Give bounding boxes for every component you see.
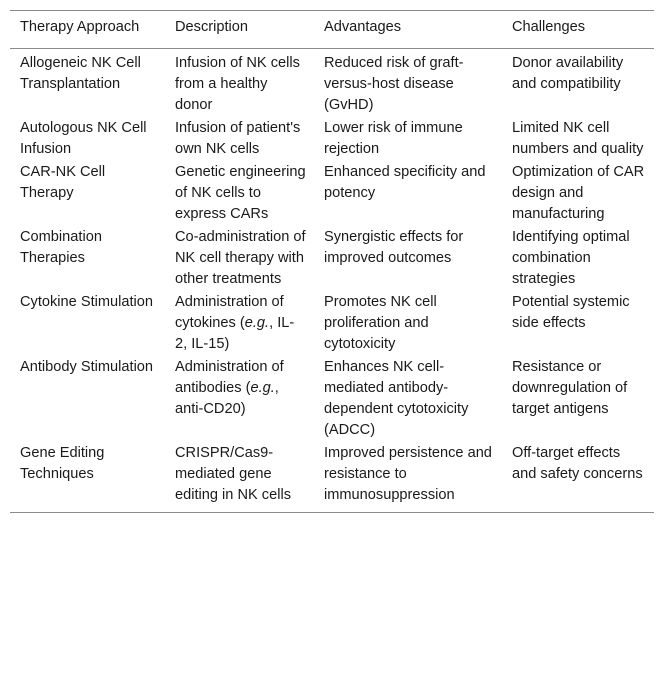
- cell-approach: CAR-NK Cell Therapy: [20, 164, 106, 201]
- cell-approach: Antibody Stimulation: [20, 359, 154, 375]
- description-text: , IL-2, IL-15): [175, 315, 295, 352]
- header-advantages: Advantages: [324, 19, 402, 35]
- description-italic: e.g.: [244, 315, 270, 331]
- cell-approach: Autologous NK Cell Infusion: [20, 120, 147, 157]
- cell-advantages: Enhanced specificity and potency: [324, 164, 486, 201]
- description-text: , anti-CD20): [175, 380, 279, 417]
- cell-description: [165, 292, 314, 357]
- table-row: [10, 49, 654, 119]
- cell-advantages: Promotes NK cell proliferation and cytotoxicity: [324, 294, 437, 352]
- cell-description: Co-administration of NK cell therapy with other treatments: [175, 229, 306, 287]
- table-body: [10, 49, 654, 513]
- cell-advantages: Reduced risk of graft-versus-host disease (GvHD): [324, 55, 464, 113]
- cell-advantages: Lower risk of immune rejection: [324, 120, 463, 157]
- header-description: Description: [175, 19, 248, 35]
- description-italic: e.g.: [250, 380, 275, 396]
- cell-challenges: Potential systemic side effects: [512, 294, 630, 331]
- cell-description: Infusion of NK cells from a healthy donor: [175, 55, 300, 113]
- cell-approach: Allogeneic NK Cell Transplantation: [20, 55, 141, 92]
- table-row: [10, 443, 654, 513]
- header-challenges: Challenges: [512, 19, 586, 35]
- cell-advantages: Improved persistence and resistance to immunosuppression: [324, 445, 492, 503]
- therapy-table: [10, 10, 654, 513]
- cell-approach: Combination Therapies: [20, 229, 102, 266]
- cell-challenges: Donor availability and compatibility: [512, 55, 624, 92]
- therapy-table-container: [10, 10, 654, 513]
- cell-challenges: Identifying optimal combination strategies: [512, 229, 630, 287]
- cell-description: CRISPR/Cas9-mediated gene editing in NK cells: [175, 445, 291, 503]
- cell-approach: Cytokine Stimulation: [20, 294, 154, 310]
- table-row: [10, 118, 654, 162]
- cell-challenges: Resistance or downregulation of target antigens: [512, 359, 628, 417]
- cell-challenges: Off-target effects and safety concerns: [512, 445, 643, 482]
- cell-advantages: Synergistic effects for improved outcomes: [324, 229, 464, 266]
- header-row: [10, 11, 654, 49]
- cell-description: [165, 357, 314, 443]
- header-therapy-approach: Therapy Approach: [20, 19, 140, 35]
- cell-description: Infusion of patient's own NK cells: [175, 120, 301, 157]
- table-row: [10, 292, 654, 357]
- cell-approach: Gene Editing Techniques: [20, 445, 105, 482]
- table-row: [10, 227, 654, 292]
- cell-challenges: Limited NK cell numbers and quality: [512, 120, 644, 157]
- description-text: Administration of antibodies (: [175, 359, 284, 396]
- cell-advantages: Enhances NK cell-mediated antibody-dependent cytotoxicity (ADCC): [324, 359, 469, 438]
- description-text: Administration of cytokines (: [175, 294, 284, 331]
- cell-description: Genetic engineering of NK cells to express CARs: [175, 164, 306, 222]
- table-row: [10, 357, 654, 443]
- cell-challenges: Optimization of CAR design and manufacturing: [512, 164, 645, 222]
- table-row: [10, 162, 654, 227]
- table-header: [10, 11, 654, 49]
